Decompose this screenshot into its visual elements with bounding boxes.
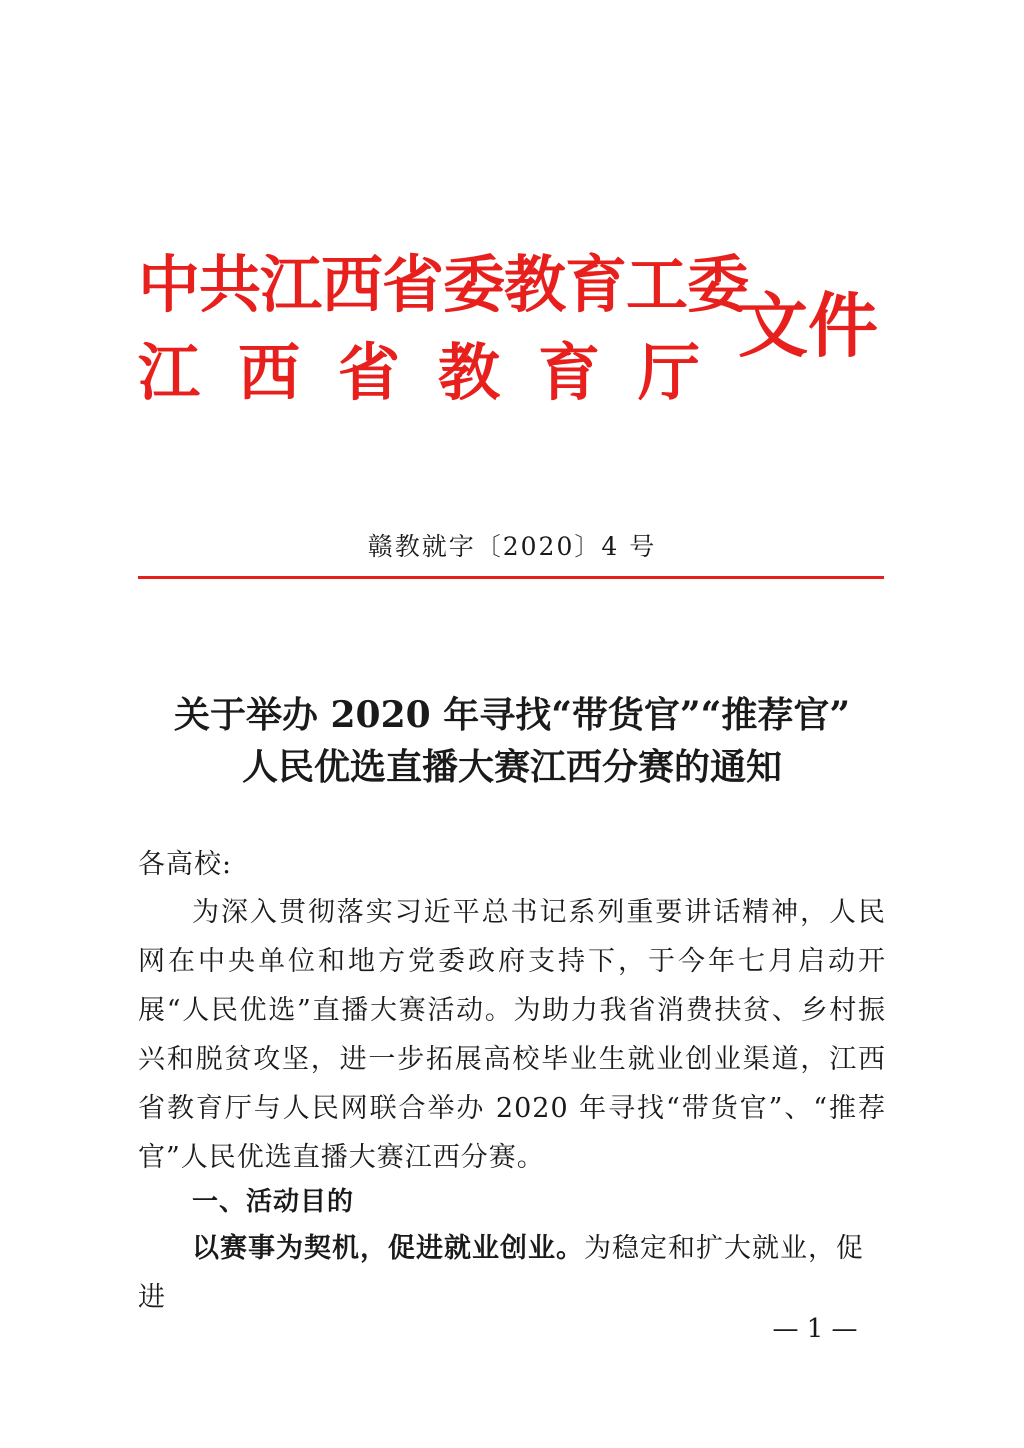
paragraph-purpose-lead: 以赛事为契机，促进就业创业。 (192, 1233, 584, 1264)
section-heading-purpose: 一、活动目的 (192, 1187, 355, 1217)
paragraph-purpose-text: 为稳定和扩大就业，促进 (138, 1233, 864, 1313)
issuing-org-line1: 中共江西省委教育工委 (138, 248, 749, 321)
issuing-org-line2: 江西省教育厅 (138, 336, 739, 409)
page-number: — 1 — (772, 1314, 858, 1344)
document-title-line2: 人民优选直播大赛江西分赛的通知 (241, 746, 782, 788)
document-type-label: 文件 (738, 285, 878, 367)
red-divider (138, 576, 884, 579)
document-title-line1: 关于举办 2020 年寻找“带货官”“推荐官” (173, 694, 851, 736)
paragraph-purpose (138, 1224, 886, 1322)
document-number: 赣教就字〔2020〕4 号 (367, 532, 657, 561)
paragraph-intro: 为深入贯彻落实习近平总书记系列重要讲话精神，人民网在中央单位和地方党委政府支持下，于今年七月启动开展“人民优选”直播大赛活动。为助力我省消费扶贫、乡村振兴和脱贫攻坚，进一步拓展高校毕业生就业创业渠道，江西省教育厅与人民网联合举办 2020 年寻找“带货官”、“推荐官”人民优选直播大赛江西分赛。 (138, 897, 886, 1173)
salutation: 各高校: (138, 849, 233, 880)
